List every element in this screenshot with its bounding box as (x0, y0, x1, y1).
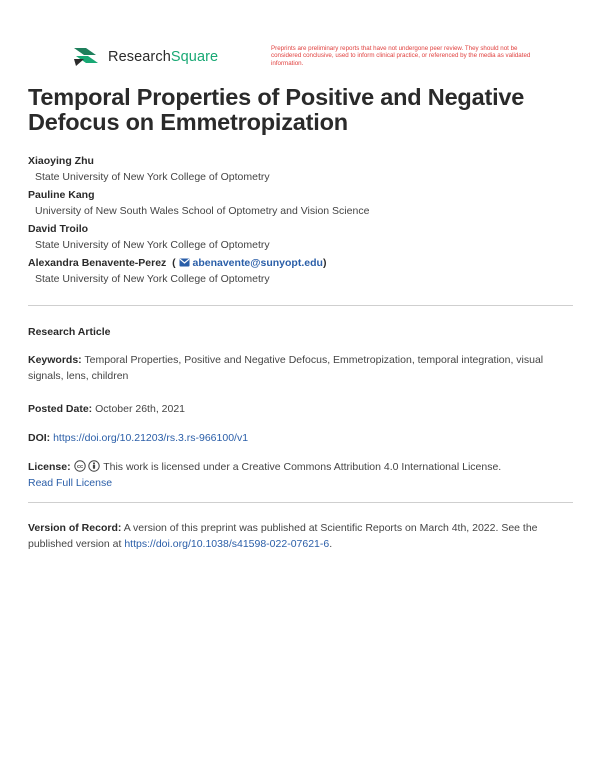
version-end: . (329, 538, 333, 550)
posted-label: Posted Date: (28, 403, 93, 415)
author-list (28, 153, 573, 289)
envelope-icon (179, 258, 190, 267)
research-square-logo-icon (72, 46, 100, 68)
license-label: License: (28, 461, 71, 473)
keywords-label: Keywords: (28, 354, 82, 366)
posted-value: October 26th, 2021 (95, 403, 186, 415)
license-text: This work is licensed under a Creative Commons Attribution 4.0 International License. (103, 461, 502, 473)
logo-text (108, 49, 218, 65)
author-affiliation: State University of New York College of Optometry (35, 273, 270, 285)
version-text: A version of this preprint was published at Scientific Reports on March 4th, 2022. See the published version at (28, 522, 538, 550)
paper-title: Temporal Properties of Positive and Negative Defocus on Emmetropization (28, 84, 525, 135)
version-of-record (28, 520, 573, 552)
creative-commons-icon (74, 460, 86, 472)
page-header (72, 44, 542, 78)
author-affiliation: State University of New York College of Optometry (35, 171, 270, 183)
version-label: Version of Record: (28, 522, 122, 534)
author-name: Pauline Kang (28, 189, 95, 201)
author-name: Alexandra Benavente-Perez (28, 257, 167, 269)
divider (28, 502, 573, 503)
corresponding-author (28, 255, 573, 271)
divider (28, 305, 573, 306)
author-name: David Troilo (28, 223, 89, 235)
doi-link[interactable]: https://doi.org/10.21203/rs.3.rs-966100/v1 (53, 432, 249, 444)
article-type: Research Article (28, 326, 111, 338)
author-affiliation: State University of New York College of Optometry (35, 239, 270, 251)
logo-word-square: Square (170, 49, 219, 65)
keywords-value: Temporal Properties, Positive and Negative Defocus, Emmetropization, temporal integration, visual signals, lens, children (28, 354, 544, 382)
email-link[interactable]: abenavente@sunyopt.edu (192, 257, 323, 269)
logo-word-research: Research (108, 49, 171, 65)
read-full-license-link[interactable]: Read Full License (28, 477, 113, 489)
research-square-logo[interactable] (72, 46, 218, 68)
svg-text:cc: cc (76, 464, 83, 471)
posted-date (28, 401, 573, 417)
version-link[interactable]: https://doi.org/10.1038/s41598-022-07621-6 (124, 538, 330, 550)
keywords (28, 352, 573, 384)
attribution-icon (88, 460, 100, 472)
doi (28, 430, 573, 446)
license (28, 459, 573, 491)
author-affiliation: University of New South Wales School of Optometry and Vision Science (35, 205, 370, 217)
doi-label: DOI: (28, 432, 51, 444)
preprint-disclaimer: Preprints are preliminary reports that have not undergone peer review. They should not be considered conclusive, used to inform clinical practice, or referenced by the media as validated information. (271, 45, 531, 67)
author-name: Xiaoying Zhu (28, 155, 94, 167)
email-group: ( abenavente@sunyopt.edu) (169, 257, 327, 269)
